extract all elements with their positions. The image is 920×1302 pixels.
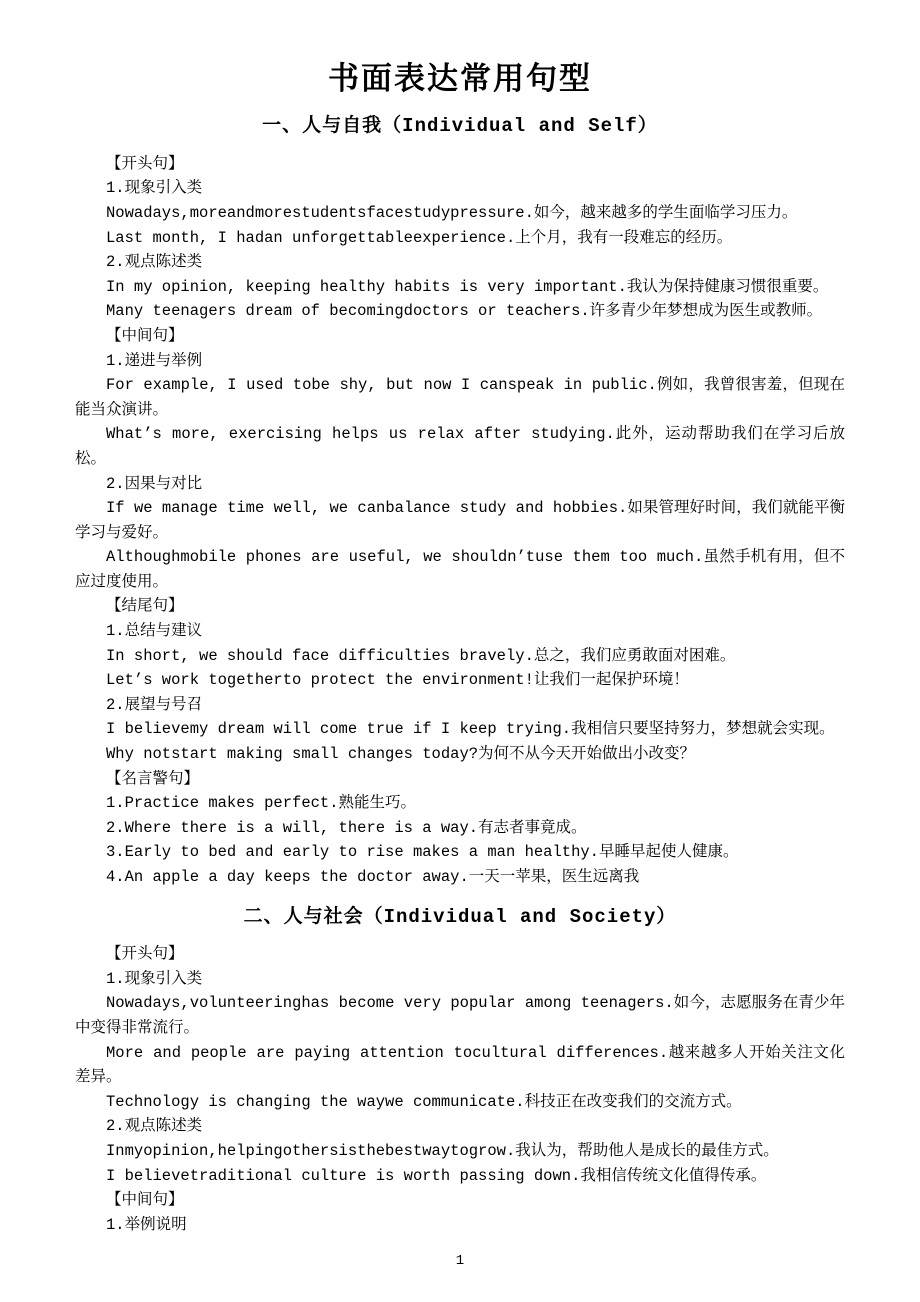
sub-item-label: 2.因果与对比 (106, 474, 203, 493)
sentence-paragraph: Many teenagers dream of becomingdoctors or teachers.许多青少年梦想成为医生或教师。 (106, 302, 823, 321)
section-heading: 一、人与自我（Individual and Self） (262, 115, 658, 138)
sentence-paragraph: Last month, I hadan unforgettableexperience.上个月，我有一段难忘的经历。 (106, 228, 733, 247)
sentence-paragraph: More and people are paying attention tocultural differences.越来越多人开始关注文化差异。 (75, 1043, 845, 1087)
sentence-paragraph: If we manage time well, we canbalance study and hobbies.如果管理好时间，我们就能平衡学习与爱好。 (75, 499, 845, 542)
sentence-paragraph: 3.Early to bed and early to rise makes a man healthy.早睡早起使人健康。 (106, 843, 739, 862)
sentence-paragraph: In my opinion, keeping healthy habits is very important.我认为保持健康习惯很重要。 (106, 277, 829, 296)
bracket-label: 【中间句】 (106, 326, 184, 345)
sentence-paragraph: Inmyopinion,helpingothersisthebestwaytogrow.我认为，帮助他人是成长的最佳方式。 (106, 1141, 779, 1160)
sentence-paragraph: 4.An apple a day keeps the doctor away.一天一苹果，医生远离我 (106, 868, 640, 886)
sentence-paragraph: In short, we should face difficulties bravely.总之，我们应勇敢面对困难。 (106, 646, 736, 665)
bracket-label: 【开头句】 (106, 945, 184, 964)
sentence-paragraph: Let’s work togetherto protect the environment!让我们一起保护环境！ (106, 671, 689, 690)
sub-item-label: 2.展望与号召 (106, 695, 203, 714)
sentence-paragraph: For example, I used tobe shy, but now I canspeak in public.例如，我曾很害羞，但现在能当众演讲。 (75, 376, 845, 419)
bracket-label: 【开头句】 (106, 154, 184, 173)
sub-item-label: 1.总结与建议 (106, 622, 203, 641)
page-number: 1 (455, 1253, 465, 1269)
sentence-paragraph: 1.Practice makes perfect.熟能生巧。 (106, 794, 417, 813)
bracket-label: 【中间句】 (106, 1191, 184, 1210)
sentence-paragraph: Althoughmobile phones are useful, we shouldn’tuse them too much.虽然手机有用，但不应过度使用。 (75, 548, 845, 591)
sentence-paragraph: I believemy dream will come true if I keep trying.我相信只要坚持努力，梦想就会实现。 (106, 720, 835, 739)
sentence-paragraph: What’s more, exercising helps us relax after studying.此外，运动帮助我们在学习后放松。 (75, 425, 845, 468)
section-heading: 二、人与社会（Individual and Society） (243, 905, 677, 928)
document-title: 书面表达常用句型 (328, 61, 592, 96)
sentence-paragraph: Why notstart making small changes today?为何不从今天开始做出小改变？ (106, 745, 696, 764)
sentence-paragraph: Technology is changing the waywe communicate.科技正在改变我们的交流方式。 (106, 1092, 742, 1111)
sentence-paragraph: 2.Where there is a will, there is a way.有志者事竟成。 (106, 818, 587, 837)
document-body (75, 113, 845, 1237)
sentence-paragraph: Nowadays,volunteeringhas become very popular among teenagers.如今，志愿服务在青少年中变得非常流行。 (75, 994, 845, 1037)
sentence-paragraph: Nowadays,moreandmorestudentsfacestudypressure.如今，越来越多的学生面临学习压力。 (106, 203, 798, 222)
sub-item-label: 2.观点陈述类 (106, 1117, 203, 1136)
sub-item-label: 2.观点陈述类 (106, 253, 203, 272)
sentence-paragraph: I believetraditional culture is worth passing down.我相信传统文化值得传承。 (106, 1166, 767, 1185)
sub-item-label: 1.现象引入类 (106, 969, 203, 988)
bracket-label: 【结尾句】 (106, 597, 184, 616)
sub-item-label: 1.现象引入类 (106, 179, 203, 198)
sub-item-label: 1.递进与举例 (106, 351, 203, 370)
bracket-label: 【名言警句】 (106, 769, 200, 788)
sub-item-label: 1.举例说明 (106, 1215, 187, 1234)
